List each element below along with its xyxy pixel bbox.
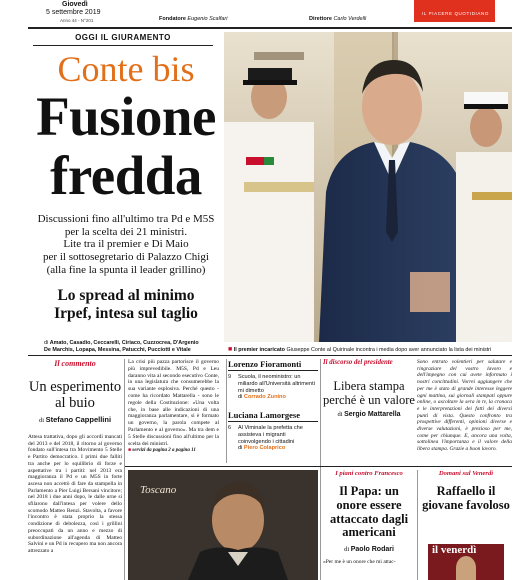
founder-label: Fondatore <box>159 16 186 22</box>
photo-caption-text: Giuseppe Conte al Quirinale incontra i media dopo aver annunciato la lista dei ministri <box>286 347 492 353</box>
presidente-title: Libera stampa perché è un valore <box>323 379 415 407</box>
masthead <box>0 0 516 27</box>
francesco-byline <box>323 546 415 553</box>
sidebar-news-item[interactable] <box>228 410 318 452</box>
presidente-block[interactable] <box>323 359 415 463</box>
masthead-day: Giovedì <box>62 1 88 8</box>
authors-line-2: De Marchis, Lopapa, Messina, Patucchi, Pucciotti e Vitale <box>44 347 191 353</box>
lead-summary <box>28 213 224 277</box>
sidebar-news-title: Lorenzo Fioramonti <box>228 359 318 371</box>
sidebar-news-page: 9 <box>228 374 232 380</box>
commento-author: Stefano Cappellini <box>45 415 112 424</box>
summary-line: per la scelta dei 21 ministri. <box>64 225 188 238</box>
masthead-issue: Anno 44 - N°201 <box>60 18 94 23</box>
promo-box[interactable] <box>128 470 318 580</box>
promo-brand: Toscano <box>140 484 177 496</box>
presidente-text-column <box>417 359 512 463</box>
venerdi-title: Raffaello il giovane favoloso <box>422 484 510 512</box>
sidebar-news-author: Corrado Zunino <box>243 394 286 401</box>
lead-authors <box>44 340 224 354</box>
commento-block[interactable] <box>28 359 122 580</box>
presidente-byline-prefix: di <box>337 411 343 418</box>
francesco-author: Paolo Rodari <box>350 546 394 554</box>
authors-line-1: Amato, Casadio, Ceccarelli, Ciriaco, Cuzzocrea, D'Argenio <box>49 340 199 346</box>
kicker: OGGI IL GIURAMENTO <box>75 33 171 42</box>
francesco-byline-prefix: di <box>344 546 350 554</box>
photo-caption: ■ Il premier incaricato Giuseppe Conte al Quirinale incontra i media dopo aver annunciato la lista dei ministri <box>228 346 492 353</box>
mid-article[interactable] <box>128 359 219 463</box>
lead-photo[interactable] <box>224 32 512 342</box>
masthead-date: 5 settembre 2019 <box>46 9 101 16</box>
sidebar-news-text: Al Viminale la prefetta che assisteva i migranti coinvolgendo i cittadini <box>238 425 303 445</box>
commento-title: Un esperimento al buio <box>28 379 122 411</box>
founder-name: Eugenio Scalfari <box>187 16 228 22</box>
lead-subheadline <box>28 287 224 323</box>
continued-text: servizi da pagina 2 a pagina 11 <box>132 448 196 454</box>
presidente-author: Sergio Mattarella <box>344 411 401 418</box>
commento-byline <box>28 415 122 424</box>
founder <box>159 16 227 22</box>
summary-line: Discussioni fino all'ultimo tra Pd e M5S <box>37 213 215 225</box>
sidebar-news-item[interactable] <box>228 359 318 405</box>
photo-caption-bold: Il premier incaricato <box>233 347 285 353</box>
summary-line: Lite tra il premier e Di Maio <box>63 238 189 251</box>
director-name: Carlo Verdelli <box>333 16 367 22</box>
commento-text: Attesa trattativa, dopo gli accordi mancati del 2013 e del 2018, il ritorno al governo fondato sull'intesa tra Movimento 5 Stelle e Partito democratico. I primi due falliti tra anche per lo squilibrio di forze e aspettative tra i partiti: nel 2013 era maggioranza il Pd e un M5S in forte ascesa non accettò di fare da stampella in Parlamento a Pier Luigi Bersani vincitore; nel 2018 i due anni dopo, le dalle urne si sfilarono dall'intesa per volere dello scomodo Matteo Renzi. Stavolta, a favore l'incontro è stata proprio la stessa condizione di debolezza, così i grillini preoccupati da un anno e mezzo di subordinazione all'agenda di Matteo Salvini e un Pd in recupero ma non ancora attrezzato a <box>28 434 122 554</box>
overline: Conte bis <box>57 49 195 89</box>
headline-line-2: fredda <box>50 145 202 206</box>
promo-badge-text: IL PIACERE QUOTIDIANO <box>422 11 489 16</box>
francesco-title: Il Papa: un onore essere attaccato dagli americani <box>329 484 409 540</box>
authors-prefix: di <box>44 340 49 346</box>
francesco-block[interactable] <box>323 470 415 580</box>
francesco-label: I piani contro Francesco <box>335 470 403 477</box>
summary-line: per il sottosegretario di Palazzo Chigi <box>43 251 209 264</box>
summary-line: (alla fine la spunta il leader grillino) <box>46 263 206 276</box>
presidente-text: Sono entrato volentieri per salutare e ringraziare del vostro lavoro e dell'impegno con cui avete informato i nostri concittadini. Vorrei aggiungere che per me è stato di grande interesse leggere ogni mattina, sui giornali stampati oppure online, o ascoltare la sera in tv, la cronaca e le interpretazioni dei fatti dei diversi punti di vista. Questo confronto tra prospettive differenti, opinioni diverse e diverse valutazioni, è prezioso per me, come per chiunque. E, ancora una volta, sottolinea l'importanza e il valore della libera stampa. Grazie a buon lavoro. <box>417 359 512 453</box>
lead-photo-illustration <box>224 32 512 342</box>
subheadline-line: Irpef, intesa sul taglio <box>54 305 198 322</box>
venerdi-magazine-name: il venerdì <box>432 544 477 556</box>
headline-line-1: Fusione <box>36 86 216 147</box>
promo-badge[interactable] <box>414 0 495 22</box>
commento-byline-prefix: di <box>38 417 44 424</box>
subheadline-line: Lo spread al minimo <box>57 287 195 304</box>
sidebar-news-text: Scuola, il neoministro: un miliardo all'Università altrimenti mi dimetto <box>238 374 315 394</box>
commento-label: Il commento <box>54 359 96 368</box>
presidente-byline <box>323 411 415 418</box>
presidente-label: Il discorso del presidente <box>323 359 393 366</box>
sidebar-news-byline-prefix: di <box>238 445 243 452</box>
sidebar-news-byline-prefix: di <box>238 394 243 401</box>
sidebar-news <box>228 359 318 463</box>
sidebar-news-page: 6 <box>228 425 232 431</box>
director-label: Direttore <box>309 16 332 22</box>
mid-article-text: La crisi più pazza partorisce il governo più imprevedibile. M5S, Pd e Leu daranno vita al secondo esecutivo Conte, in una legislatura che consumerebbe la sua variante esplosiva. Perché questo - come ha ricordato Mattarella - sono le regole della Costituzione: «Una volta che, in base alle indicazioni di una maggioranza parlamentare, si è formato un governo, la parola compete al Parlamento e al governo». Ma tra dem e 5 Stelle discussioni fino all'ultimo per la scelta dei ministri. <box>128 359 219 447</box>
mid-article-continued: ■ servizi da pagina 2 a pagina 11 <box>128 448 196 454</box>
venerdi-cover[interactable] <box>428 544 504 580</box>
sidebar-news-author: Piero Colaprico <box>243 445 286 452</box>
venerdi-label: Domani sul Venerdì <box>438 470 494 477</box>
venerdi-block[interactable] <box>420 470 512 580</box>
director <box>309 16 366 22</box>
francesco-text: «Per me è un onore che mi attac- <box>323 559 396 566</box>
photo-credit: ANSA/REUTERS <box>476 336 506 340</box>
sidebar-news-title: Luciana Lamorgese <box>228 410 318 422</box>
